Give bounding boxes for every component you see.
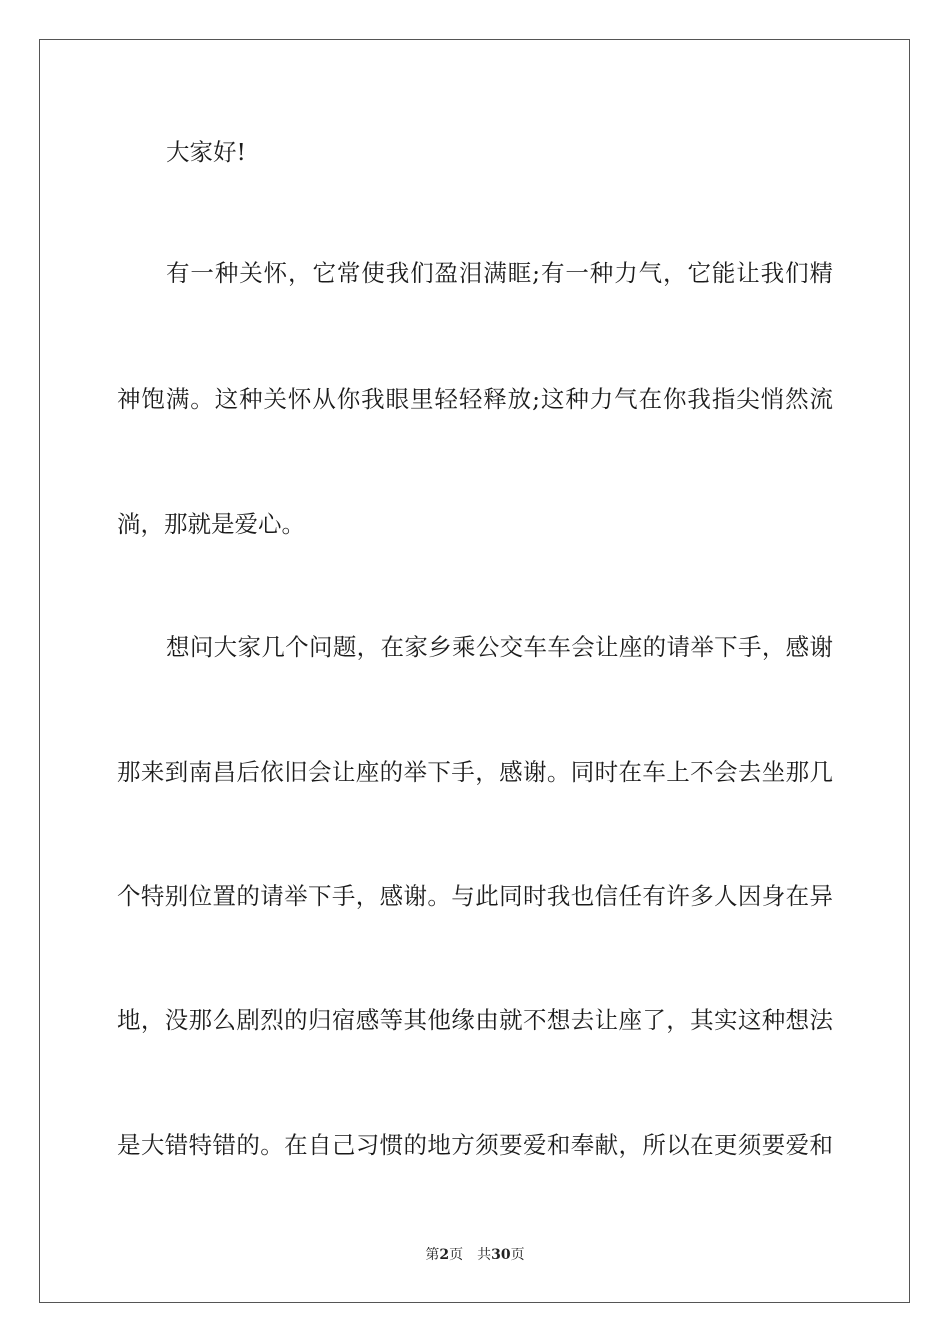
greeting-line: 大家好! [166,138,246,166]
text-line-8: 是大错特错的。在自己习惯的地方须要爱和奉献，所以在更须要爱和 [117,1131,833,1159]
total-suffix: 页 [510,1247,525,1263]
text-line-4: 想问大家几个问题，在家乡乘公交车车会让座的请举下手，感谢 [166,633,833,661]
page-prefix: 第 [425,1247,440,1263]
page-number: 2 [439,1247,450,1263]
text-line-2: 神饱满。这种关怀从你我眼里轻轻释放;这种力气在你我指尖悄然流 [117,385,833,413]
total-pages: 30 [491,1247,511,1263]
text-line-1: 有一种关怀，它常使我们盈泪满眶;有一种力气，它能让我们精 [166,259,833,287]
text-line-3: 淌，那就是爱心。 [117,510,305,538]
page-suffix: 页 [449,1247,464,1263]
page-footer [0,1245,950,1265]
total-prefix: 共 [477,1247,492,1263]
page-border [39,39,910,1303]
text-line-7: 地，没那么剧烈的归宿感等其他缘由就不想去让座了，其实这种想法 [117,1006,833,1034]
text-line-5: 那来到南昌后依旧会让座的举下手，感谢。同时在车上不会去坐那几 [117,758,833,786]
text-line-6: 个特别位置的请举下手，感谢。与此同时我也信任有许多人因身在异 [117,882,833,910]
